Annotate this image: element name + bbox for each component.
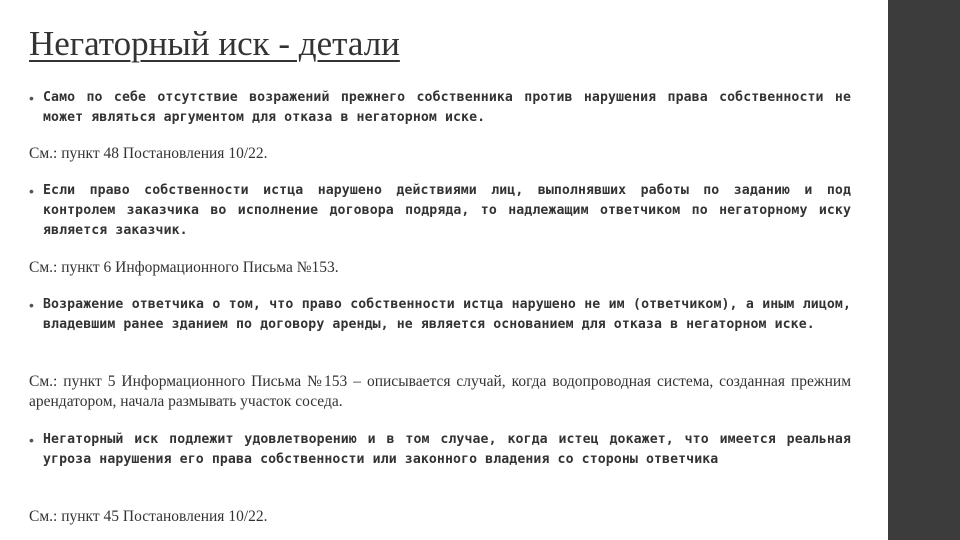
bullet-text: Само по себе отсутствие возражений прежнего собственника против нарушения права собственности не может являться аргументом для отказа в негаторном иске. <box>43 90 851 125</box>
bullet-marker: • <box>29 183 34 199</box>
bullet-text: Негаторный иск подлежит удовлетворению и в том случае, когда истец докажет, что имеется реальная угроза нарушения его права собственности или законного владения со стороны ответчика <box>43 432 851 467</box>
reference-note-4: См.: пункт 45 Постановления 10/22. <box>29 508 268 525</box>
reference-note-2: См.: пункт 6 Информационного Письма №153. <box>29 259 339 276</box>
bullet-item-1 <box>29 88 851 128</box>
bullet-text: Возражение ответчика о том, что право собственности истца нарушено не им (ответчиком), а иным лицом, владевшим ранее зданием по договору аренды, не является основанием для отказа в негаторном иске. <box>43 297 851 332</box>
reference-note-1: См.: пункт 48 Постановления 10/22. <box>29 145 268 162</box>
reference-note-3: См.: пункт 5 Информационного Письма №153 – описывается случай, когда водопроводная система, созданная прежним арендатором, начала размывать участок соседа. <box>29 373 851 410</box>
dark-side-bar <box>888 0 960 540</box>
bullet-item-3 <box>29 295 851 335</box>
bullet-marker: • <box>29 90 34 106</box>
slide-title: Негаторный иск - детали <box>29 24 400 63</box>
bullet-marker: • <box>29 297 34 313</box>
bullet-item-4 <box>29 430 851 470</box>
bullet-item-2 <box>29 181 851 241</box>
bullet-text: Если право собственности истца нарушено действиями лиц, выполнявших работы по заданию и под контролем заказчика во исполнение договора подряда, то надлежащим ответчиком по негаторному иску является заказчик. <box>43 183 851 238</box>
bullet-marker: • <box>29 432 34 448</box>
